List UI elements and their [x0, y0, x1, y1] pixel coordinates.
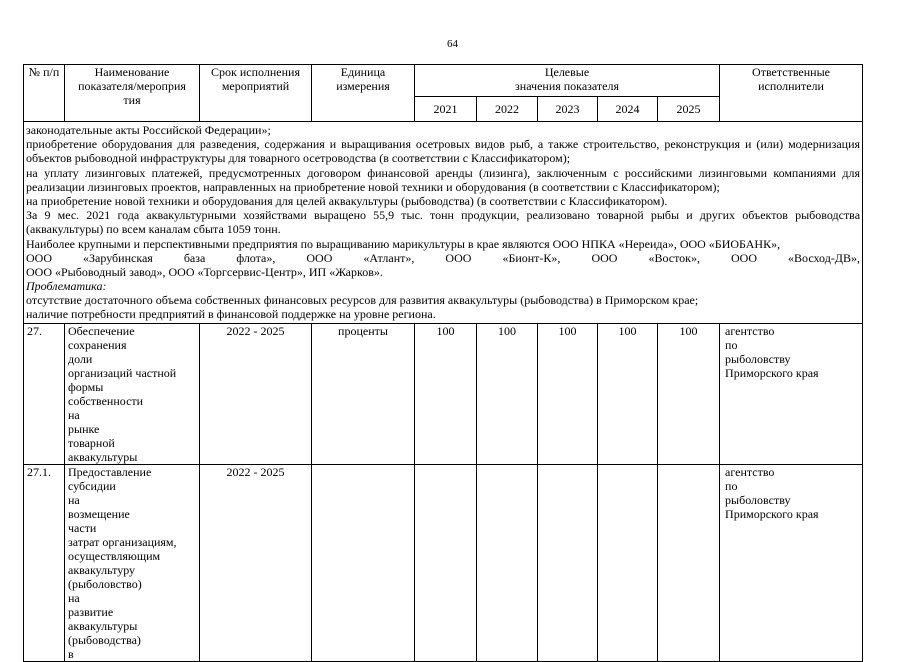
resp-line: Приморского края: [725, 365, 819, 380]
row-name-line: осуществляющим: [68, 548, 161, 563]
year-cell: 2023: [538, 97, 598, 122]
row-name-line: рынке товарной: [68, 421, 115, 450]
row-value: 100: [415, 323, 477, 464]
header-term: [200, 65, 312, 122]
row-value: [415, 464, 477, 661]
year-cell: 2025: [658, 97, 720, 122]
header-unit-line: измерения: [336, 79, 390, 93]
header-targets-line: Целевые: [544, 65, 590, 79]
header-num: [24, 65, 65, 122]
row-term: 2022 - 2025: [200, 323, 312, 464]
row-name-line: субсидии на: [68, 478, 116, 507]
text-word: ООО: [591, 250, 618, 265]
text-paragraph: ООО «Рыбоводный завод», ООО «Торгсервис-Центр», ИП «Жарков».: [26, 264, 383, 279]
text-word: база: [183, 250, 206, 265]
row-name-line: Обеспечение: [68, 323, 135, 338]
row-name-line: организаций частной: [68, 365, 177, 380]
row-name: [65, 323, 200, 464]
text-block: [24, 122, 863, 324]
text-word: флота»,: [236, 250, 276, 265]
row-value: [538, 464, 598, 661]
header-num-text: № п/п: [28, 65, 60, 79]
table-row: [24, 464, 863, 661]
row-name-line: аквакультуры: [68, 618, 138, 633]
row-value: [598, 464, 658, 661]
text-word: «Атлант»,: [363, 250, 415, 265]
header-name: [65, 65, 200, 122]
table-header-row: [24, 65, 863, 97]
resp-line: агентство по: [725, 323, 775, 352]
row-unit: [312, 464, 415, 661]
row-value: [477, 464, 538, 661]
text-paragraph: За 9 мес. 2021 года аквакультурными хозяйствами выращено 55,9 тыс. тонн продукции, реализовано товарной рыбы и других объектов рыбоводства (аквакультуры) по всем каналам сбыта 1059 тонн.: [26, 208, 861, 237]
row-name-line: аквакультуры: [68, 449, 138, 464]
header-name-line: Наименование: [94, 65, 170, 79]
row-value: [658, 464, 720, 661]
table-row: [24, 323, 863, 464]
text-paragraph: законодательные акты Российской Федерации»;: [26, 123, 271, 137]
text-word: «Бионт-К»,: [502, 250, 561, 265]
year-cell: 2024: [598, 97, 658, 122]
row-name-line: собственности на: [68, 393, 144, 422]
header-responsible: [720, 65, 863, 122]
row-name-line: сохранения доли: [68, 337, 127, 366]
year-cell: 2022: [477, 97, 538, 122]
text-word: «Восход-ДВ»,: [788, 250, 860, 265]
row-name-line: (рыболовство) на: [68, 576, 142, 605]
resp-line: агентство по: [725, 464, 775, 493]
row-responsible: [720, 464, 863, 661]
resp-line: рыболовству: [725, 492, 791, 507]
row-name: [65, 464, 200, 661]
row-name-line: возмещение части: [68, 506, 130, 535]
row-name-line: (рыбоводства) в: [68, 632, 141, 661]
resp-line: рыболовству: [725, 351, 791, 366]
text-word: «Зарубинская: [83, 250, 153, 265]
row-name-line: формы: [68, 379, 104, 394]
header-term-line: Срок исполнения: [211, 65, 300, 79]
text-word: ООО: [26, 250, 52, 265]
year-cell: 2021: [415, 97, 477, 122]
resp-line: Приморского края: [725, 506, 819, 521]
row-value: 100: [658, 323, 720, 464]
row-responsible: [720, 323, 863, 464]
header-resp-line: исполнители: [758, 79, 824, 93]
text-block-row: [24, 122, 863, 324]
header-unit-line: Единица: [340, 65, 386, 79]
text-word: ООО: [445, 250, 472, 265]
row-term: 2022 - 2025: [200, 464, 312, 661]
header-targets-line: значения показателя: [515, 79, 619, 93]
row-name-line: Предоставление: [68, 464, 152, 479]
header-name-line: тия: [123, 93, 141, 107]
row-value: 100: [598, 323, 658, 464]
row-value: 100: [538, 323, 598, 464]
header-unit: [312, 65, 415, 122]
row-name-line: развитие: [68, 604, 114, 619]
row-value: 100: [477, 323, 538, 464]
text-paragraph: отсутствие достаточного объема собственных финансовых ресурсов для развития аквакультуры (рыбоводства) в Приморском крае;: [26, 293, 699, 308]
header-name-line: показателя/мероприя: [78, 79, 186, 93]
text-word: ООО: [306, 250, 333, 265]
text-justified-line: [26, 251, 860, 265]
problems-heading: Проблематика:: [26, 279, 107, 294]
row-name-line: аквакультуру: [68, 562, 136, 577]
text-paragraph: Наиболее крупными и перспективными предприятия по выращиванию марикультуры в крае являются ООО НПКА «Нереида», ООО «БИОБАНК»,: [26, 236, 781, 251]
text-paragraph: приобретение оборудования для разведения, содержания и выращивания осетровых видов рыб, а также строительство, реконструкция и (или) модернизация объектов рыбоводной инфраструктуры для товарного осетроводства (в соответствии с Классификатором);: [26, 137, 861, 166]
text-paragraph: наличие потребности предприятий в финансовой поддержке на уровне региона.: [26, 307, 436, 322]
row-num: 27.1.: [24, 464, 65, 661]
row-name-line: затрат организациям,: [68, 534, 177, 549]
text-paragraph: на уплату лизинговых платежей, предусмотренных договором финансовой аренды (лизинга), заключенным с российскими лизинговыми компаниями для реализации лизинговых проектов, направленных на приобретение новой техники и оборудования (в соответствии с Классификатором);: [26, 165, 861, 194]
header-resp-line: Ответственные: [752, 65, 830, 79]
row-unit: проценты: [312, 323, 415, 464]
text-paragraph: на приобретение новой техники и оборудования для целей аквакультуры (рыбоводства) (в соответствии с Классификатором).: [26, 194, 668, 209]
header-targets: [415, 65, 720, 97]
text-word: ООО: [731, 250, 758, 265]
row-num: 27.: [24, 323, 65, 464]
indicators-table: [23, 64, 863, 662]
text-word: «Восток»,: [648, 250, 700, 265]
header-term-line: мероприятий: [221, 79, 290, 93]
page-number: 64: [447, 38, 458, 50]
